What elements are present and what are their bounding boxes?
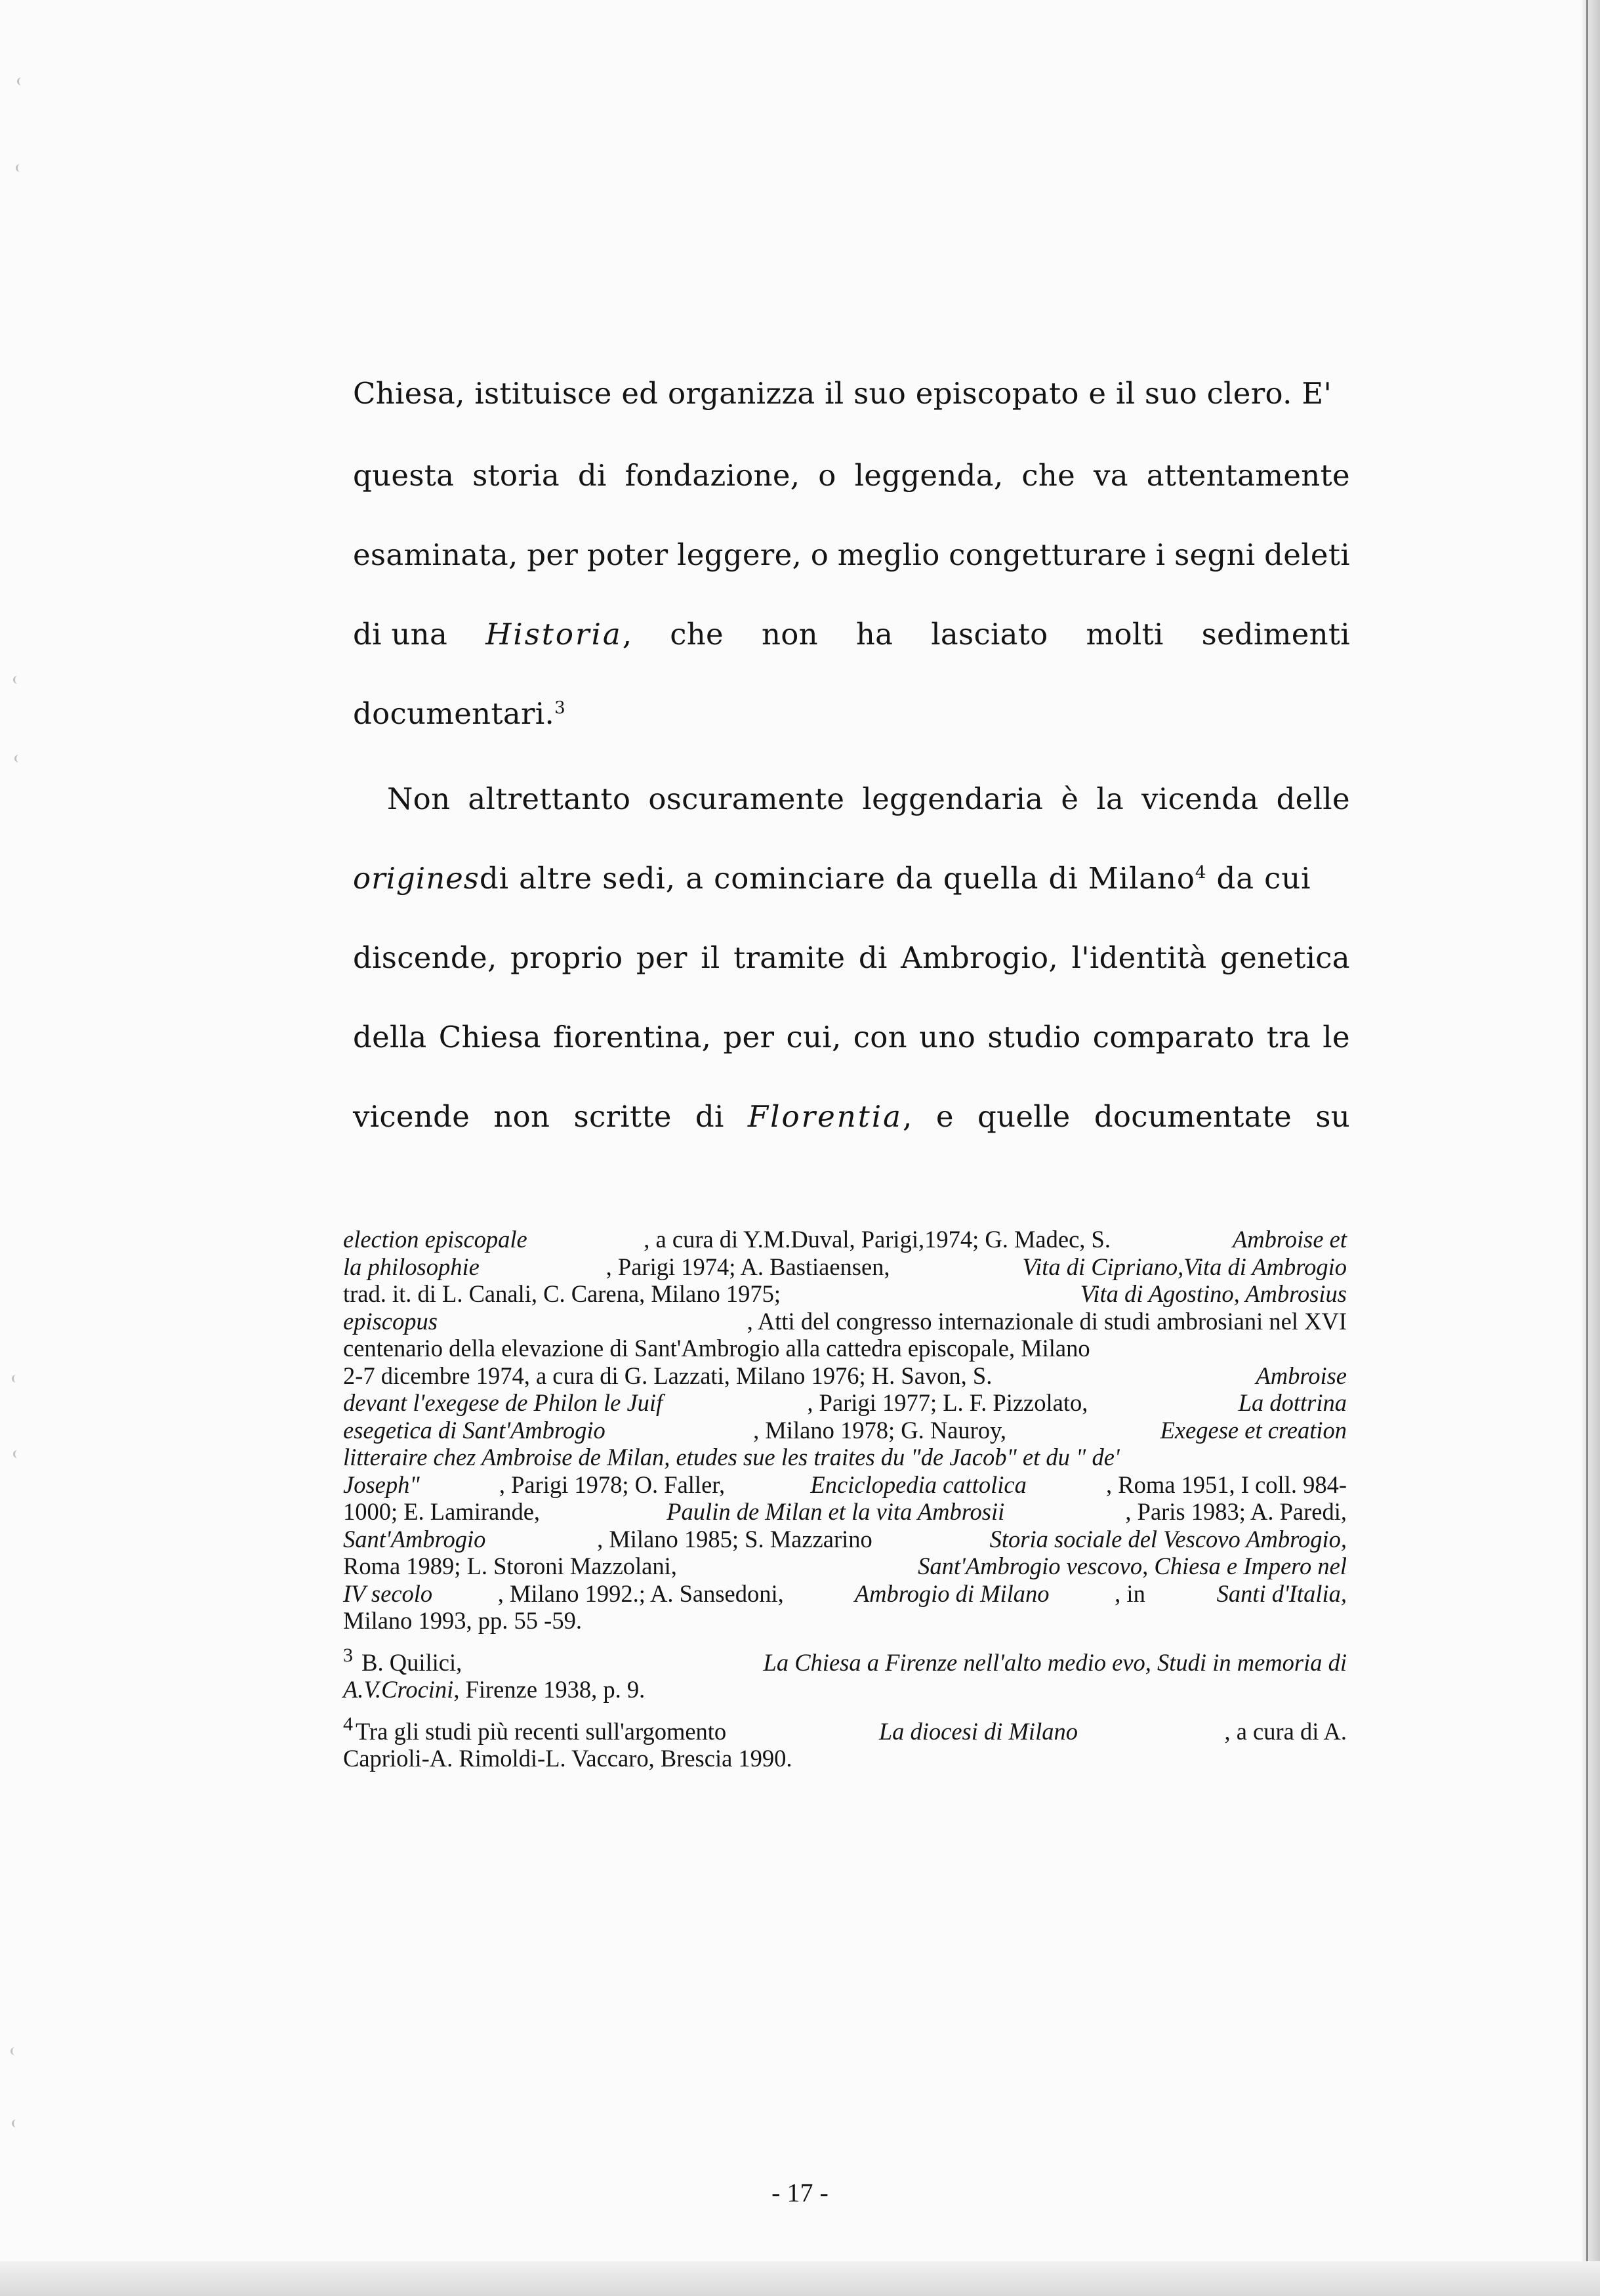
fn-italic: Ambrogio di Milano — [849, 1579, 1050, 1607]
word: altrettanto — [468, 782, 631, 816]
footnote-number: 3 — [343, 1644, 353, 1666]
word: meglio — [837, 537, 940, 572]
text-line — [353, 694, 1350, 734]
word: le — [1323, 1020, 1350, 1054]
word: deleti — [1264, 537, 1350, 572]
text-fragment: da cui — [1216, 861, 1311, 896]
word: delle — [1276, 782, 1350, 816]
footnote-3 — [343, 1644, 1347, 1703]
word: cui, — [786, 1020, 842, 1054]
text-line — [353, 456, 1350, 495]
footnote-line — [343, 1580, 1347, 1608]
text-line — [353, 535, 1350, 575]
fn-italic: Enciclopedia cattolica — [804, 1471, 1027, 1498]
text-line: Chiesa, istituisce ed organizza il suo episcopato e il suo clero. E' — [353, 376, 1332, 411]
text-line — [353, 1097, 1350, 1137]
footnote-line — [343, 1745, 1347, 1772]
fn-italic: esegetica di Sant'Ambrogio — [343, 1416, 605, 1444]
text-fragment: di — [695, 1099, 724, 1134]
word: che — [1021, 458, 1076, 493]
word: oscuramente — [648, 782, 845, 816]
word: leggendaria — [862, 782, 1044, 816]
italic-term: Historia — [485, 617, 623, 652]
footnote-line — [343, 1471, 1347, 1499]
word: di — [577, 458, 607, 493]
text-fragment: , — [903, 1099, 913, 1134]
word: o — [818, 458, 836, 493]
word: segni — [1174, 537, 1256, 572]
footnote-4 — [343, 1713, 1347, 1772]
footnote-line — [343, 1362, 1347, 1390]
text-fragment: sedimenti — [1201, 617, 1350, 652]
text-fragment: scritte — [573, 1099, 672, 1134]
footnote-line — [343, 1226, 1347, 1253]
word: con — [853, 1020, 907, 1054]
fn-italic: A.V.Crocini — [343, 1676, 454, 1703]
footnote-line — [343, 1417, 1347, 1444]
footnotes — [343, 1226, 1347, 1772]
word: la — [1096, 782, 1124, 816]
fn-italic: Vita di Cipriano,Vita di Ambrogio — [1016, 1253, 1347, 1280]
word: esaminata, — [353, 537, 518, 572]
fn-text: , Roma 1951, I coll. 984- — [1106, 1471, 1347, 1498]
fn-text: B. Quilici, — [356, 1648, 462, 1676]
page-edge-shadow — [1582, 0, 1600, 2296]
text-fragment: , — [622, 617, 632, 652]
word: per — [636, 940, 687, 975]
text-fragment: non — [761, 617, 818, 652]
fn-text: Tra gli studi più recenti sull'argomento — [356, 1717, 727, 1745]
footnote-spacer — [343, 1635, 1347, 1649]
word: il — [701, 940, 720, 975]
fn-italic: election episcopale — [343, 1226, 527, 1253]
text-fragment: di una — [353, 617, 448, 652]
word: genetica — [1220, 940, 1350, 975]
text-line — [353, 938, 1350, 978]
text-fragment: quelle — [977, 1099, 1071, 1134]
binding-hole-mark — [12, 1375, 20, 1383]
word: tramite — [733, 940, 846, 975]
fn-text: Roma 1989; L. Storoni Mazzolani, — [343, 1553, 677, 1579]
italic-term: origines — [353, 861, 480, 896]
footnote-number: 4 — [343, 1713, 353, 1735]
word: o — [810, 537, 829, 572]
fn-text: 1000; E. Lamirande, — [343, 1498, 541, 1525]
fn-text: , Atti del congresso internazionale di studi ambrosiani nel XVI — [747, 1307, 1347, 1335]
word: va — [1094, 458, 1128, 493]
binding-hole-mark — [13, 1450, 22, 1458]
fn-italic: Sant'Ambrogio vescovo, Chiesa e Impero nel — [912, 1553, 1347, 1579]
word: di — [858, 940, 888, 975]
fn-text: trad. it. di L. Canali, C. Carena, Milano 1975; — [343, 1280, 781, 1307]
word: Non — [387, 782, 451, 816]
text-fragment: vicende — [353, 1099, 470, 1134]
word: della — [353, 1020, 427, 1054]
binding-hole-mark — [16, 164, 24, 172]
word: i — [1155, 537, 1166, 572]
footnote-line — [343, 1713, 1347, 1745]
fn-italic: litteraire chez Ambroise de Milan, etudes sue les traites du "de Jacob" et du " de' — [343, 1444, 1120, 1471]
text-fragment: lasciato — [931, 617, 1048, 652]
page-edge-line — [1586, 0, 1588, 2296]
word: congetturare — [949, 537, 1147, 572]
footnote-line — [343, 1644, 1347, 1677]
fn-text: , Paris 1983; A. Paredi, — [1125, 1498, 1347, 1525]
text-fragment: che — [670, 617, 724, 652]
text-line — [387, 780, 1350, 819]
binding-hole-mark — [10, 2047, 19, 2055]
text-fragment: documentari. — [353, 696, 555, 731]
word: l'identità — [1071, 940, 1207, 975]
text-fragment: non — [493, 1099, 550, 1134]
word: è — [1061, 782, 1079, 816]
word: Chiesa — [438, 1020, 541, 1054]
fn-italic: devant l'exegese de Philon le Juif — [343, 1389, 663, 1416]
italic-term: Florentia — [747, 1099, 903, 1134]
word: Ambrogio, — [901, 940, 1059, 975]
binding-hole-mark — [17, 77, 26, 85]
fn-text: , in — [1115, 1579, 1145, 1607]
fn-text: , Parigi 1974; A. Bastiaensen, — [605, 1253, 890, 1280]
word: per — [723, 1020, 775, 1054]
footnote-line — [343, 1526, 1347, 1553]
footnote-continued — [343, 1226, 1347, 1635]
fn-text: centenario della elevazione di Sant'Ambrogio alla cattedra episcopale, Milano — [343, 1335, 1090, 1362]
fn-italic: Sant'Ambrogio — [343, 1525, 486, 1553]
page-number: - 17 - — [771, 2178, 829, 2207]
text-fragment — [748, 1097, 913, 1137]
fn-italic: Vita di Agostino, Ambrosius — [1074, 1280, 1347, 1307]
fn-text: , Parigi 1977; L. F. Pizzolato, — [807, 1389, 1088, 1416]
fn-italic: La diocesi di Milano — [872, 1717, 1078, 1745]
footnote-line — [343, 1280, 1347, 1308]
binding-hole-mark — [14, 755, 23, 762]
fn-text: , Parigi 1978; O. Faller, — [499, 1471, 726, 1498]
word: fiorentina, — [553, 1020, 712, 1054]
footnote-line — [343, 1553, 1347, 1580]
footnote-line — [343, 1444, 1347, 1471]
text-fragment: di altre sedi, a cominciare da quella di Milano — [479, 861, 1195, 896]
footnote-line — [343, 1389, 1347, 1417]
fn-italic: Exegese et creation — [1154, 1416, 1347, 1444]
fn-italic: La Chiesa a Firenze nell'alto medio evo, Studi in memoria di — [757, 1648, 1347, 1676]
footnote-line — [343, 1253, 1347, 1281]
fn-text: Caprioli-A. Rimoldi-L. Vaccaro, Brescia 1990. — [343, 1745, 792, 1772]
fn-italic: Joseph" — [343, 1471, 420, 1498]
binding-hole-mark — [13, 676, 22, 684]
word: attentamente — [1146, 458, 1350, 493]
text-fragment: e — [935, 1099, 954, 1134]
word: fondazione, — [625, 458, 800, 493]
text-fragment: molti — [1086, 617, 1164, 652]
fn-italic: Santi d'Italia, — [1210, 1579, 1347, 1607]
text-line — [353, 859, 1350, 898]
word: leggenda, — [854, 458, 1004, 493]
text-fragment: documentate — [1094, 1099, 1292, 1134]
footnote-reference: 3 — [554, 698, 565, 718]
fn-text: Milano 1993, pp. 55 -59. — [343, 1607, 582, 1634]
binding-hole-mark — [12, 2119, 20, 2127]
fn-italic: Paulin de Milan et la vita Ambrosii — [661, 1498, 1005, 1525]
word: uno — [919, 1020, 976, 1054]
word: storia — [472, 458, 560, 493]
text-fragment — [485, 615, 632, 654]
word: discende, — [353, 940, 497, 975]
footnote-reference: 4 — [1195, 863, 1207, 883]
page-bottom-shadow — [0, 2261, 1600, 2296]
text-fragment: su — [1315, 1099, 1350, 1134]
fn-text: , Milano 1978; G. Nauroy, — [753, 1416, 1007, 1444]
fn-text: , a cura di A. — [1224, 1717, 1347, 1745]
fn-italic: Ambroise — [1250, 1362, 1347, 1389]
text-fragment: ha — [855, 617, 893, 652]
footnote-line — [343, 1335, 1347, 1362]
fn-text: , a cura di Y.M.Duval, Parigi,1974; G. Madec, S. — [644, 1226, 1111, 1253]
footnote-line — [343, 1676, 1347, 1703]
footnote-spacer — [343, 1703, 1347, 1718]
fn-italic: Ambroise et — [1227, 1226, 1347, 1253]
fn-text: , Firenze 1938, p. 9. — [453, 1676, 646, 1703]
word: leggere, — [677, 537, 802, 572]
fn-italic: la philosophie — [343, 1253, 480, 1280]
word: vicenda — [1141, 782, 1259, 816]
fn-text: 2-7 dicembre 1974, a cura di G. Lazzati, Milano 1976; H. Savon, S. — [343, 1362, 993, 1389]
fn-text: , Milano 1985; S. Mazzarino — [597, 1525, 872, 1553]
text-line — [353, 615, 1350, 654]
footnote-line — [343, 1308, 1347, 1335]
fn-text: , Milano 1992.; A. Sansedoni, — [497, 1579, 784, 1607]
word: tra — [1266, 1020, 1311, 1054]
fn-italic: Storia sociale del Vescovo Ambrogio, — [983, 1525, 1347, 1553]
fn-italic: episcopus — [343, 1307, 438, 1335]
footnote-line — [343, 1607, 1347, 1635]
word: studio — [987, 1020, 1081, 1054]
word: per — [527, 537, 579, 572]
word: poter — [586, 537, 668, 572]
word: questa — [353, 458, 455, 493]
footnote-line — [343, 1498, 1347, 1526]
fn-italic: La dottrina — [1232, 1389, 1347, 1416]
word: comparato — [1092, 1020, 1255, 1054]
text-line — [353, 1018, 1350, 1057]
word: proprio — [510, 940, 623, 975]
fn-italic: IV secolo — [343, 1579, 433, 1607]
